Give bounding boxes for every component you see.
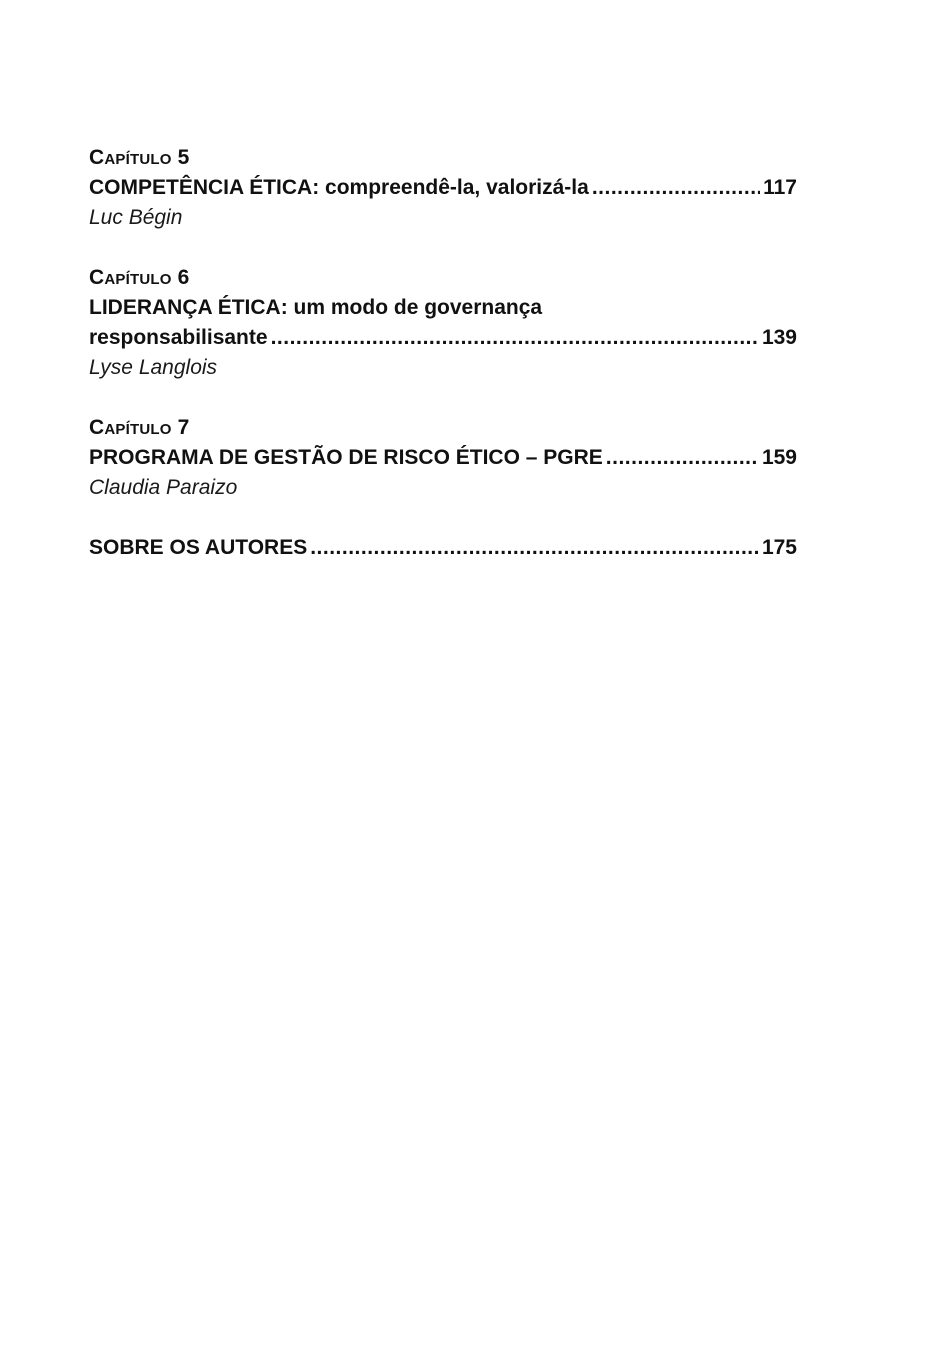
toc-entry-chapter-7: [89, 413, 797, 503]
dot-leader: [271, 323, 759, 353]
toc-entry-chapter-5: [89, 143, 797, 233]
toc-line[interactable]: [89, 173, 797, 203]
page-number: 159: [761, 446, 797, 469]
chapter-label: Capítulo 6: [89, 266, 190, 289]
dot-leader: [310, 533, 759, 563]
page-number: 175: [761, 536, 797, 559]
page-number: 117: [763, 176, 797, 199]
chapter-title: PROGRAMA DE GESTÃO DE RISCO ÉTICO – PGRE: [89, 446, 603, 469]
chapter-title: COMPETÊNCIA ÉTICA: compreendê-la, valorizá-la: [89, 176, 589, 199]
chapter-author: Claudia Paraizo: [89, 476, 238, 499]
chapter-title-first-line: LIDERANÇA ÉTICA: um modo de governança: [89, 296, 543, 319]
chapter-label: Capítulo 5: [89, 146, 190, 169]
chapter-label: Capítulo 7: [89, 416, 190, 439]
dot-leader: [592, 173, 760, 203]
chapter-title: responsabilisante: [89, 326, 268, 349]
chapter-author: Lyse Langlois: [89, 356, 218, 379]
toc-line[interactable]: [89, 533, 797, 563]
dot-leader: [606, 443, 759, 473]
toc-line[interactable]: [89, 323, 797, 353]
table-of-contents: [89, 143, 797, 593]
toc-entry-about-authors: [89, 533, 797, 563]
page-number: 139: [761, 326, 797, 349]
chapter-author: Luc Bégin: [89, 206, 183, 229]
section-title: SOBRE OS AUTORES: [89, 536, 308, 559]
toc-entry-chapter-6: [89, 263, 797, 383]
toc-line[interactable]: [89, 443, 797, 473]
